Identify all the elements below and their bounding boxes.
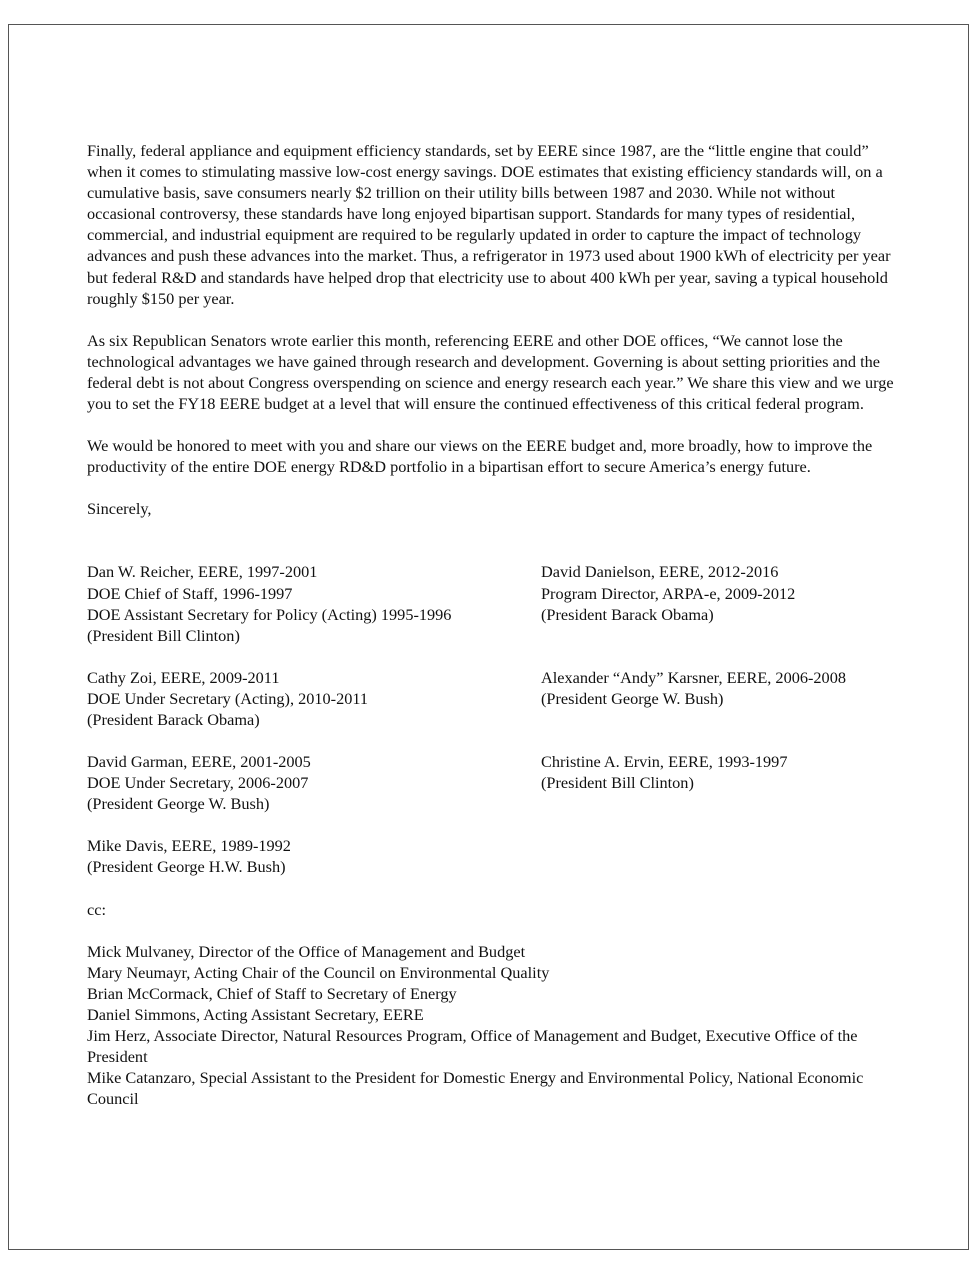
signatory-line: Dan W. Reicher, EERE, 1997-2001 [87,562,318,582]
signatory-line: DOE Under Secretary (Acting), 2010-2011 [87,688,369,708]
cc-label: cc: [87,899,106,919]
signatory-reicher [87,561,541,645]
signatory-line: Mike Davis, EERE, 1989-1992 [87,836,291,856]
signatory-line: (President Barack Obama) [87,709,260,729]
signatory-zoi [87,667,541,730]
cc-recipient: Mary Neumayr, Acting Chair of the Council on Environmental Quality [87,962,550,982]
cc-list [87,941,907,1110]
signatory-line: DOE Under Secretary, 2006-2007 [87,773,309,793]
signatory-line: DOE Assistant Secretary for Policy (Acting) 1995-1996 [87,604,452,624]
signatory-line: Program Director, ARPA-e, 2009-2012 [541,583,796,603]
signatory-line: (President Barack Obama) [541,604,714,624]
signatory-line: David Danielson, EERE, 2012-2016 [541,562,779,582]
signatory-garman [87,751,541,814]
signatory-karsner [541,667,911,730]
signatory-danielson [541,561,911,645]
letter-body [87,140,907,1109]
signatories-grid [87,561,907,877]
document-page [8,24,969,1250]
signatory-line: (President George H.W. Bush) [87,857,286,877]
closing-salutation: Sincerely, [87,499,152,519]
paragraph-efficiency-standards: Finally, federal appliance and equipment efficiency standards, set by EERE since 1987, are the “little engine that could” when it comes to stimulating massive low-cost energy savings. DOE estimates that existing efficiency standards will, on a cumulative basis, save consumers nearly $2 trillion on their utility bills between 1987 and 2030. While not without occasional controversy, these standards have long enjoyed bipartisan support. Standards for many types of residential, commercial, and industrial equipment are required to be regularly updated in order to capture the impact of technology advances and push these advances into the market. Thus, a refrigerator in 1973 used about 1900 kWh of electricity per year but federal R&D and standards have helped drop that electricity use to about 400 kWh per year, saving a typical household roughly $150 per year. [87,141,891,308]
paragraph-meeting-request: We would be honored to meet with you and share our views on the EERE budget and, more broadly, how to improve the productivity of the entire DOE energy RD&D portfolio in a bipartisan effort to secure America’s energy future. [87,436,873,477]
signatory-line: David Garman, EERE, 2001-2005 [87,752,311,772]
paragraph-republican-senators: As six Republican Senators wrote earlier this month, referencing EERE and other DOE offices, “We cannot lose the technological advantages we have gained through research and development. Governing is about setting priorities and the federal debt is not about Congress overspending on science and energy research each year.” We share this view and we urge you to set the FY18 EERE budget at a level that will ensure the continued effectiveness of this critical federal program. [87,330,894,414]
cc-recipient: Daniel Simmons, Acting Assistant Secretary, EERE [87,1004,424,1024]
signatory-line: (President Bill Clinton) [541,773,694,793]
cc-recipient: Mike Catanzaro, Special Assistant to the President for Domestic Energy and Environmental Policy, National Economic Council [87,1068,864,1109]
signatory-line: DOE Chief of Staff, 1996-1997 [87,583,293,603]
signatory-ervin [541,751,911,814]
cc-recipient: Brian McCormack, Chief of Staff to Secretary of Energy [87,983,457,1003]
signatory-line: Alexander “Andy” Karsner, EERE, 2006-2008 [541,667,846,687]
signatory-line: (President George W. Bush) [87,794,270,814]
signatory-line: Christine A. Ervin, EERE, 1993-1997 [541,752,788,772]
signatory-davis [87,835,541,877]
signatory-line: (President Bill Clinton) [87,625,240,645]
signatory-line: Cathy Zoi, EERE, 2009-2011 [87,667,280,687]
cc-recipient: Mick Mulvaney, Director of the Office of Management and Budget [87,941,526,961]
signatory-line: (President George W. Bush) [541,688,724,708]
cc-recipient: Jim Herz, Associate Director, Natural Resources Program, Office of Management and Budget, Executive Office of the President [87,1026,858,1067]
